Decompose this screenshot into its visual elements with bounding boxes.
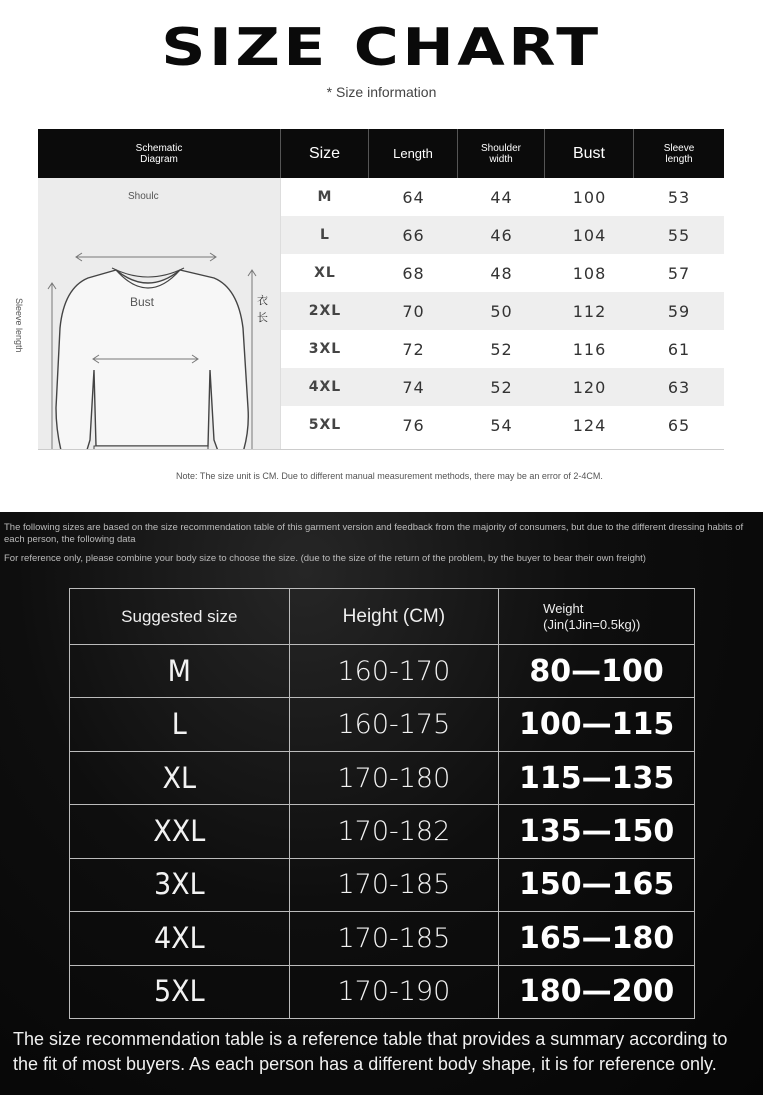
cell-suggested-size: 5XL [153, 974, 205, 1009]
cell-length: 72 [402, 339, 425, 359]
diagram-label-bust: Bust [130, 295, 155, 309]
col-header-shoulder: Shoulder width [458, 129, 545, 178]
cell-size: 3XL [308, 341, 342, 357]
table-row [281, 216, 724, 254]
col-header-height: Height (CM) [289, 589, 499, 645]
col-header-size: Size [281, 129, 369, 178]
cell-shoulder: 52 [490, 339, 513, 359]
recommendation-header-row [70, 589, 695, 645]
cell-sleeve: 53 [667, 187, 691, 207]
cell-size: 4XL [308, 379, 342, 395]
cell-weight: 135—150 [499, 805, 695, 858]
diagram-label-length-2: 长 [257, 312, 268, 324]
cell-weight: 165—180 [499, 912, 695, 965]
measurement-note: Note: The size unit is CM. Due to different manual measurement methods, there may be an error of 2-4CM. [176, 471, 603, 481]
cell-shoulder: 48 [490, 263, 513, 283]
diagram-label-length-1: 衣 [257, 295, 268, 307]
table-row [70, 698, 695, 751]
cell-size: 2XL [308, 303, 342, 319]
table-row [281, 368, 724, 406]
cell-sleeve: 59 [667, 301, 691, 321]
table-row [70, 805, 695, 858]
cell-height: 170-185 [289, 858, 499, 911]
cell-suggested-size: 4XL [153, 921, 205, 956]
cell-sleeve: 65 [667, 415, 691, 435]
size-chart-section [0, 0, 763, 512]
size-table [14, 129, 724, 450]
cell-weight: 115—135 [499, 751, 695, 804]
cell-height: 170-182 [289, 805, 499, 858]
col-header-sleeve: Sleeve length [663, 142, 695, 165]
intro-text-1: The following sizes are based on the size recommendation table of this garment version and feedback from the majority of consumers, but due to the different dressing habits of each person, the following data [4, 522, 744, 545]
col-header-bust: Bust [545, 129, 634, 178]
cell-suggested-size: L [171, 707, 187, 742]
cell-height: 170-190 [289, 965, 499, 1018]
cell-shoulder: 54 [490, 415, 513, 435]
cell-shoulder: 44 [490, 187, 513, 207]
cell-bust: 104 [572, 225, 607, 245]
cell-sleeve: 63 [667, 377, 691, 397]
sweater-outline-icon [38, 178, 281, 450]
intro-text-2: For reference only, please combine your body size to choose the size. (due to the size of the return of the problem, by the buyer to bear their own freight) [4, 553, 646, 564]
cell-weight: 180—200 [499, 965, 695, 1018]
cell-bust: 124 [572, 415, 607, 435]
divider [38, 449, 724, 450]
cell-height: 160-170 [289, 645, 499, 698]
table-row [281, 330, 724, 368]
cell-weight: 80—100 [499, 645, 695, 698]
cell-suggested-size: 3XL [153, 867, 205, 902]
cell-bust: 108 [572, 263, 607, 283]
cell-shoulder: 52 [490, 377, 513, 397]
cell-size: L [320, 227, 330, 243]
cell-bust: 120 [572, 377, 607, 397]
cell-length: 70 [402, 301, 425, 321]
cell-height: 170-185 [289, 912, 499, 965]
cell-suggested-size: XXL [153, 814, 206, 849]
cell-bust: 100 [572, 187, 607, 207]
recommendation-table [69, 588, 695, 1019]
cell-weight: 150—165 [499, 858, 695, 911]
table-row [281, 178, 724, 216]
table-row [70, 965, 695, 1018]
cell-size: 5XL [308, 417, 342, 433]
cell-height: 160-175 [289, 698, 499, 751]
sweater-diagram [14, 178, 281, 450]
col-header-diagram: Schematic Diagram [38, 129, 281, 178]
cell-length: 66 [402, 225, 425, 245]
cell-length: 68 [402, 263, 425, 283]
cell-length: 76 [402, 415, 425, 435]
cell-size: XL [314, 265, 336, 281]
col-header-length: Length [369, 129, 458, 178]
cell-bust: 116 [572, 339, 607, 359]
page-subtitle: * Size information [326, 84, 437, 100]
cell-bust: 112 [572, 301, 607, 321]
table-row [70, 645, 695, 698]
size-rows [281, 178, 724, 450]
col-header-weight: Weight (Jin(1Jin=0.5kg)) [499, 589, 695, 645]
col-header-suggested-size: Suggested size [70, 589, 290, 645]
cell-length: 74 [402, 377, 425, 397]
cell-sleeve: 61 [667, 339, 691, 359]
cell-suggested-size: M [167, 654, 191, 689]
table-row [70, 912, 695, 965]
table-row [281, 254, 724, 292]
table-row [281, 406, 724, 444]
size-recommendation-section [0, 512, 763, 1095]
page-title: SIZE CHART [161, 18, 602, 78]
cell-shoulder: 46 [490, 225, 513, 245]
cell-sleeve: 55 [667, 225, 691, 245]
cell-sleeve: 57 [667, 263, 691, 283]
cell-shoulder: 50 [490, 301, 513, 321]
table-row [70, 858, 695, 911]
size-table-header [38, 129, 724, 178]
table-row [70, 751, 695, 804]
cell-height: 170-180 [289, 751, 499, 804]
cell-suggested-size: XL [162, 760, 197, 796]
footer-disclaimer: The size recommendation table is a reference table that provides a summary according to the fit of most buyers. As each person has a different body shape, it is for reference only. [13, 1029, 728, 1074]
diagram-label-sleeve: Sleeve length [14, 298, 24, 353]
cell-size: M [317, 189, 333, 205]
diagram-label-shoulder: Shoulc [128, 191, 159, 202]
size-table-body [14, 178, 724, 450]
cell-length: 64 [402, 187, 425, 207]
cell-weight: 100—115 [499, 698, 695, 751]
table-row [281, 292, 724, 330]
